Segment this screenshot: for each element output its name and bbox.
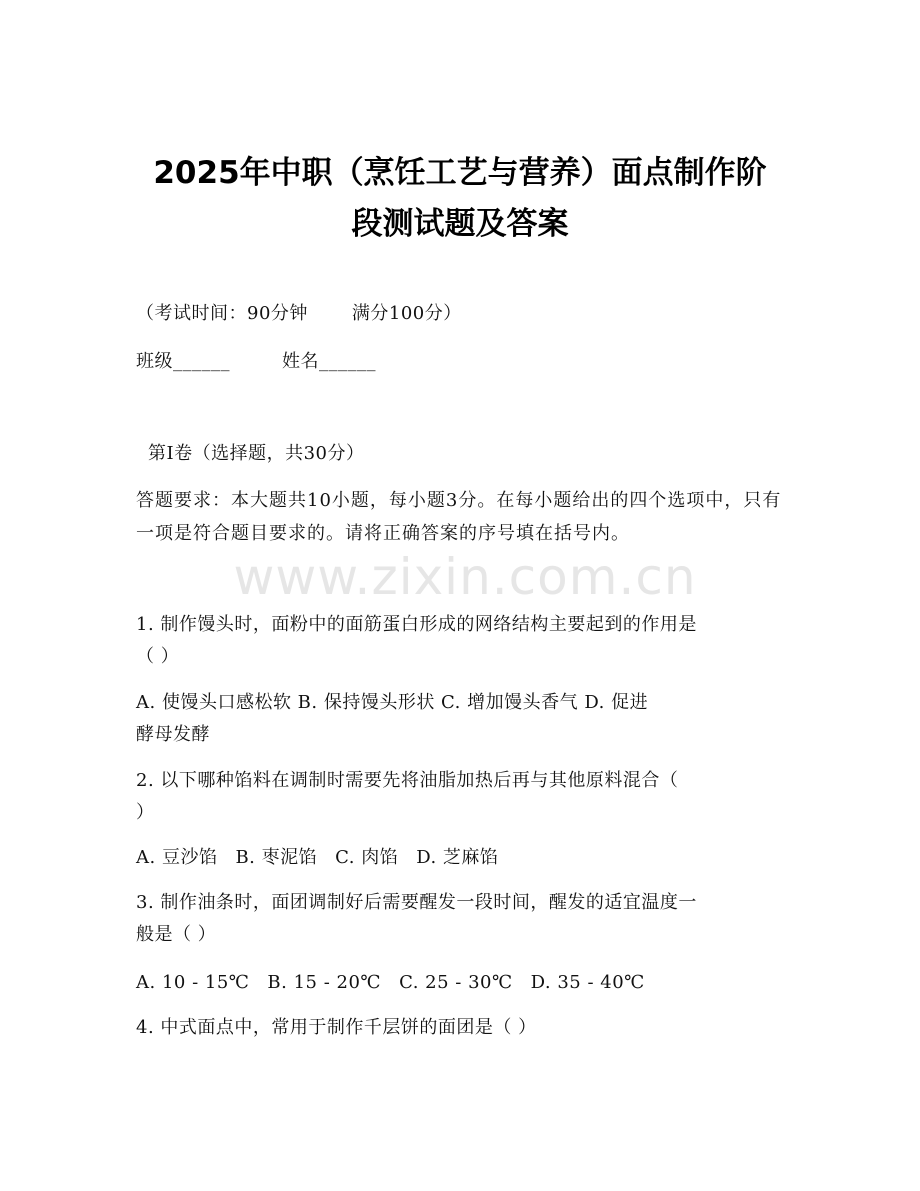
- section-heading: 第Ⅰ卷（选择题，共30分）: [148, 443, 365, 464]
- question-3-option-b: B. 15 - 20℃: [267, 972, 382, 993]
- question-2-option-a: A. 豆沙馅: [136, 847, 218, 868]
- question-2-stem-line-2: ）: [136, 802, 155, 823]
- question-3-option-c: C. 25 - 30℃: [399, 972, 513, 993]
- question-3-stem-line-1: 3. 制作油条时，面团调制好后需要醒发一段时间，醒发的适宜温度一: [136, 892, 697, 913]
- exam-full-score: 满分100分）: [351, 303, 462, 324]
- question-2-option-c: C. 肉馅: [335, 847, 399, 868]
- name-field: 姓名______: [282, 351, 376, 372]
- instructions: 答题要求：本大题共10小题，每小题3分。在每小题给出的四个选项中，只有一项是符合题目要求的。请将正确答案的序号填在括号内。: [136, 490, 782, 544]
- question-3-options: [136, 966, 796, 999]
- question-1-options-line-1: A. 使馒头口感松软 B. 保持馒头形状 C. 增加馒头香气 D. 促进: [136, 692, 649, 713]
- document-title: [120, 148, 800, 250]
- question-2-options: [136, 841, 796, 874]
- class-field: 班级______: [136, 351, 230, 372]
- question-1-options-line-2: 酵母发酵: [136, 724, 210, 745]
- question-4-stem-line-1: 4. 中式面点中，常用于制作千层饼的面团是（ ）: [136, 1017, 537, 1038]
- question-3-stem-line-2: 般是（ ）: [136, 924, 217, 945]
- question-3-option-d: D. 35 - 40℃: [530, 972, 645, 993]
- exam-info: [136, 297, 796, 330]
- question-2-option-b: B. 枣泥馅: [235, 847, 318, 868]
- title-line-1: 2025年中职（烹饪工艺与营养）面点制作阶: [153, 155, 767, 191]
- exam-time: （考试时间：90分钟: [136, 303, 308, 324]
- question-2-stem-line-1: 2. 以下哪种馅料在调制时需要先将油脂加热后再与其他原料混合（: [136, 770, 679, 791]
- watermark: www.zixin.com.cn: [233, 548, 697, 606]
- question-3-option-a: A. 10 - 15℃: [136, 972, 250, 993]
- student-info: [136, 345, 796, 378]
- question-1-stem-line-1: 1. 制作馒头时，面粉中的面筋蛋白形成的网络结构主要起到的作用是: [136, 614, 697, 635]
- title-line-2: 段测试题及答案: [351, 206, 569, 242]
- question-1-stem-line-2: （ ）: [136, 646, 180, 667]
- question-2-option-d: D. 芝麻馅: [416, 847, 499, 868]
